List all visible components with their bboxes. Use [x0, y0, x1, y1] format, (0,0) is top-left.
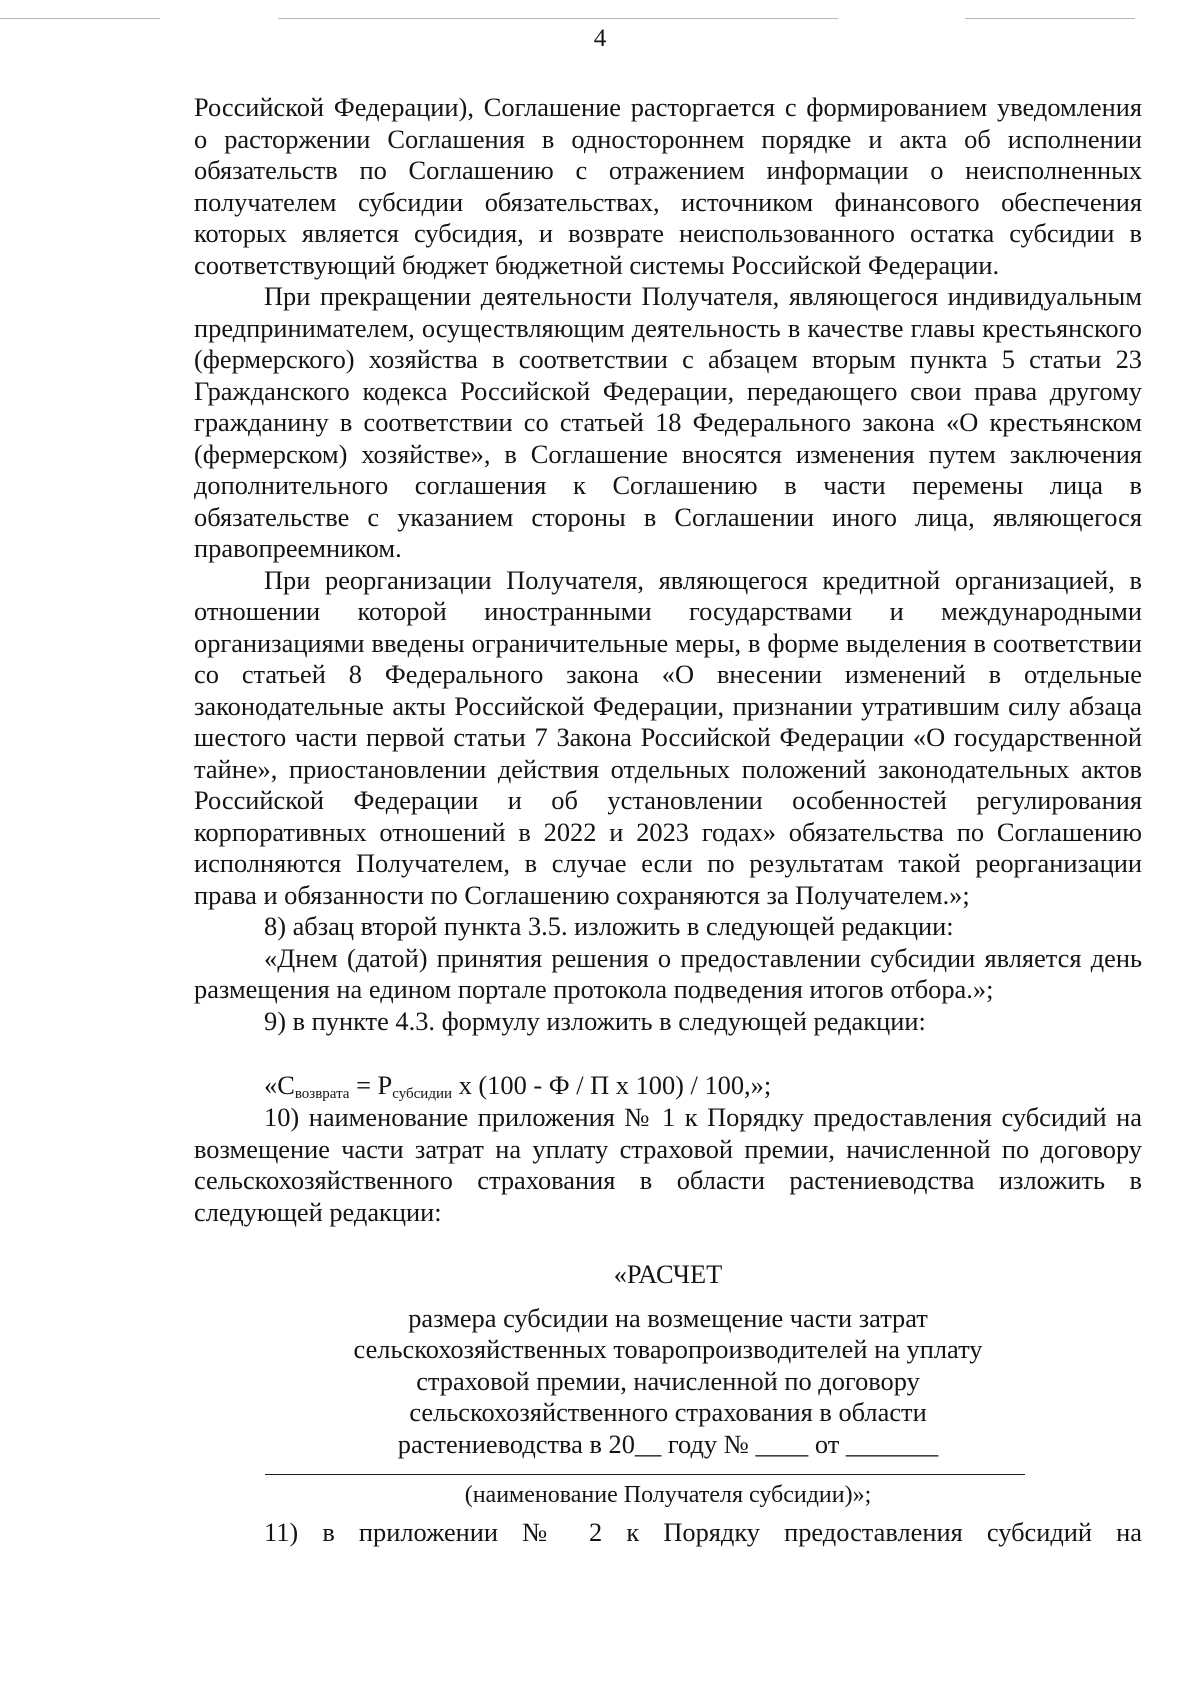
body-text-item-10 — [194, 1102, 1142, 1228]
paragraph: При реорганизации Получателя, являющегося кредитной организацией, в отношении которой иностранными государствами и международными организациями введены ограничительные меры, в форме выделения в соответствии со статьей 8 Федерального закона «О внесении изменений в отдельные законодательные акты Российской Федерации, признании утратившим силу абзаца шестого части первой статьи 7 Закона Российской Федерации «О государственной тайне», приостановлении действия отдельных положений законодательных актов Российской Федерации и об установлении особенностей регулирования корпоративных отношений в 2022 и 2023 годах» обязательства по Соглашению исполняются Получателем, в случае если по результатам такой реорганизации права и обязанности по Соглашению сохраняются за Получателем.»; — [194, 564, 1142, 910]
paragraph-item-9: 9) в пункте 4.3. формулу изложить в следующей редакции: — [264, 1005, 926, 1036]
scan-artifact-line — [0, 18, 160, 19]
paragraph-item-10: 10) наименование приложения № 1 к Порядку предоставления субсидий на возмещение части затрат на уплату страховой премии, начисленной по договору сельскохозяйственного страхования в области растениеводства изложить в следующей редакции: — [194, 1102, 1142, 1227]
paragraph: При прекращении деятельности Получателя, являющегося индивидуальным предпринимателем, осуществляющим деятельность в качестве главы крестьянского (фермерского) хозяйства в соответствии с абзацем вторым пункта 5 статьи 23 Гражданского кодекса Российской Федерации, передающего свои права другому гражданину в соответствии со статьей 18 Федерального закона «О крестьянском (фермерском) хозяйстве», в Соглашение вносятся изменения путем заключения дополнительного соглашения к Соглашению в части перемены лица в обязательстве с указанием стороны в Соглашении иного лица, являющегося правопреемником. — [194, 281, 1142, 563]
recipient-name-line — [265, 1474, 1025, 1475]
title-line: страховой премии, начисленной по договору — [416, 1365, 920, 1396]
title-line: размера субсидии на возмещение части затрат — [408, 1302, 928, 1333]
title-line: сельскохозяйственного страхования в области — [409, 1397, 927, 1427]
scan-artifact-line — [278, 18, 838, 19]
title-line: сельскохозяйственных товаропроизводителей на уплату — [353, 1334, 983, 1364]
paragraph: Российской Федерации), Соглашение расторгается с формированием уведомления о расторжении Соглашения в одностороннем порядке и акта об исполнении обязательств по Соглашению с отражением информации о неисполненных получателем субсидии обязательствах, источником финансового обеспечения которых является субсидия, и возврате неиспользованного остатка субсидии в соответствующий бюджет бюджетной системы Российской Федерации. — [194, 92, 1142, 280]
page-number: 4 — [593, 25, 607, 52]
recipient-name-caption: (наименование Получателя субсидии)»; — [464, 1482, 872, 1508]
paragraph-item-8: 8) абзац второй пункта 3.5. изложить в следующей редакции: — [264, 911, 954, 941]
body-text-top — [194, 92, 1142, 1037]
paragraph-item-11: 11) в приложении № 2 к Порядку предоставления субсидий на — [264, 1517, 1142, 1547]
scan-artifact-line — [965, 18, 1135, 19]
paragraph-quote: «Днем (датой) принятия решения о предоставлении субсидии является день размещения на едином портале протокола подведения итогов отбора.»; — [194, 942, 1142, 1004]
calculation-title-block — [194, 1259, 1142, 1460]
title-line: растениеводства в 20__ году № ____ от _______ — [397, 1428, 939, 1459]
return-formula: «$С_{возврата} = Р_{субсидии}$ х (100 - Ф / П х 100) / 100,»; — [264, 1070, 772, 1102]
calculation-title: «РАСЧЕТ — [613, 1259, 723, 1289]
